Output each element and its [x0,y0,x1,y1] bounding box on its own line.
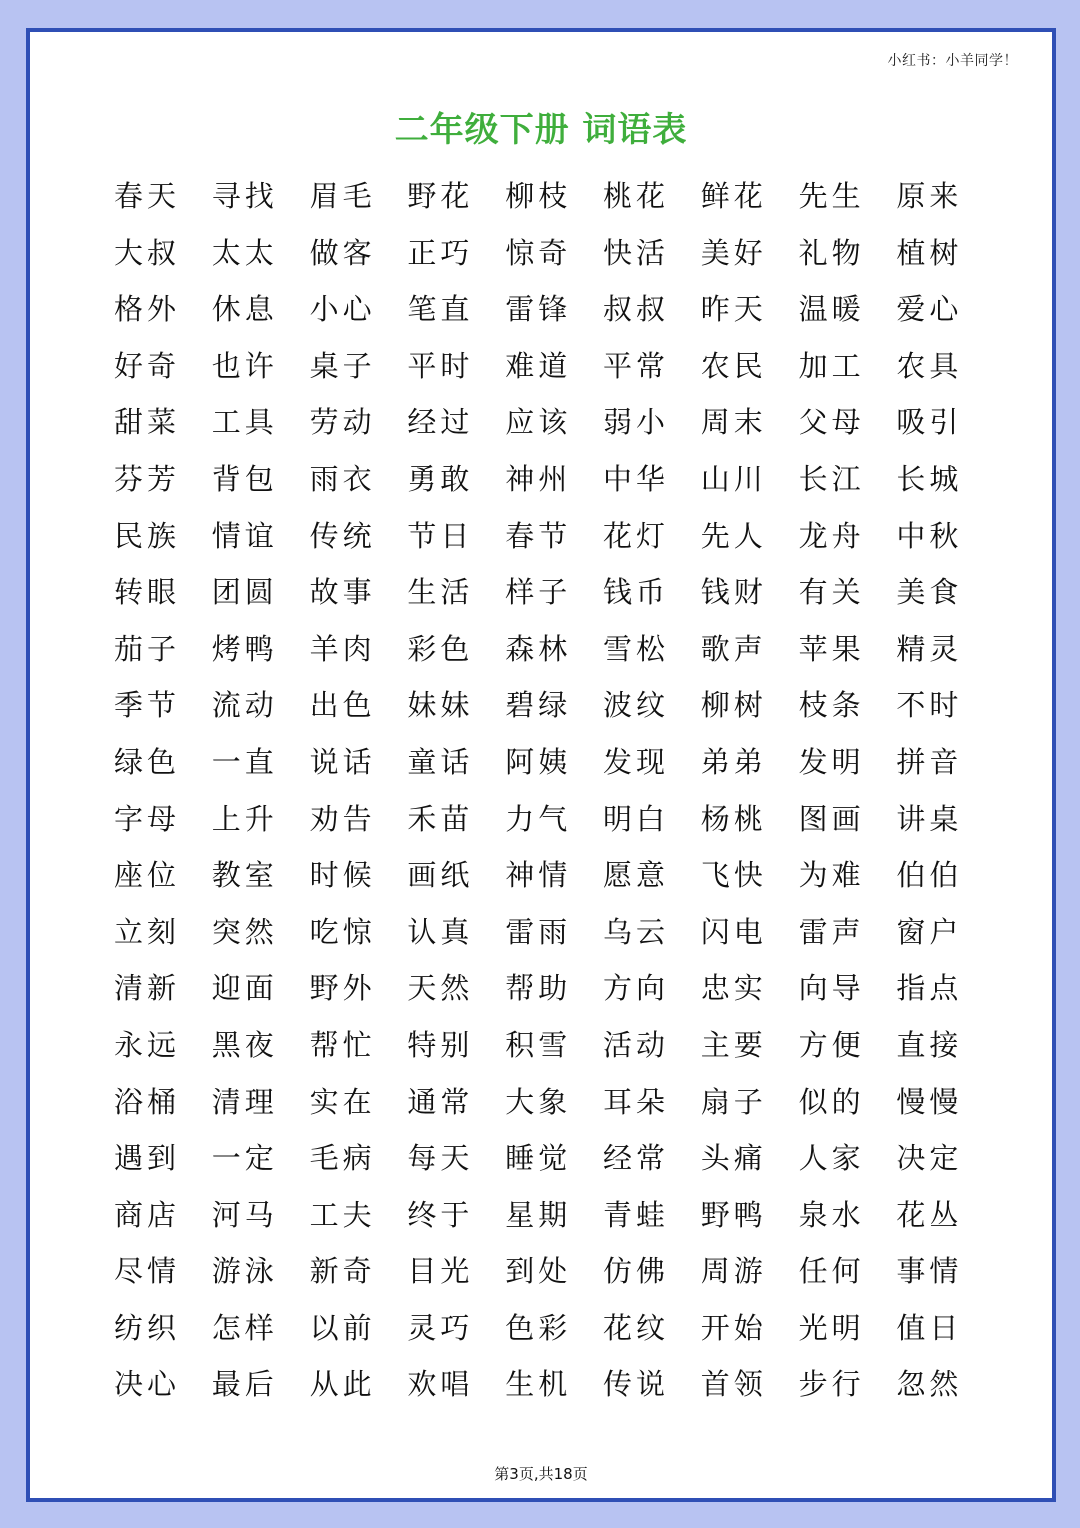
word-item: 直接 [896,1027,963,1062]
word-item: 色彩 [505,1310,572,1345]
word-item: 飞快 [700,858,767,893]
word-item: 勇敢 [407,461,474,496]
word-item: 妹妹 [407,688,474,723]
word-item: 画纸 [407,858,474,893]
word-item: 弱小 [602,405,669,440]
word-item: 步行 [798,1367,865,1402]
word-item: 遇到 [114,1141,181,1176]
word-item: 头痛 [700,1141,767,1176]
word-item: 波纹 [602,688,669,723]
word-item: 生活 [407,575,474,610]
word-item: 长城 [896,461,963,496]
word-item: 周游 [700,1254,767,1289]
word-item: 星期 [505,1197,572,1232]
word-item: 寻找 [211,179,278,213]
word-item: 做客 [309,235,376,270]
word-item: 发现 [602,744,669,779]
word-item: 活动 [602,1027,669,1062]
word-item: 一定 [211,1141,278,1176]
word-item: 忽然 [896,1367,963,1402]
page-number: 第3页,共18页 [494,1465,588,1483]
word-item: 原来 [896,179,963,213]
word-item: 温暖 [798,292,865,327]
word-item: 河马 [211,1197,278,1232]
word-item: 春节 [505,518,572,553]
word-item: 神情 [505,858,572,893]
word-item: 忠实 [700,971,767,1006]
word-item: 字母 [114,801,181,836]
word-item: 传统 [309,518,376,553]
word-item: 难道 [505,348,572,383]
word-item: 歌声 [700,631,767,666]
word-item: 先生 [798,179,865,213]
word-item: 睡觉 [505,1141,572,1176]
word-item: 最后 [211,1367,278,1402]
word-item: 鲜花 [700,179,767,213]
word-item: 明白 [602,801,669,836]
word-item: 春天 [114,179,181,213]
word-item: 周末 [700,405,767,440]
word-item: 先人 [700,518,767,553]
word-item: 大叔 [114,235,181,270]
word-item: 应该 [505,405,572,440]
word-item: 说话 [309,744,376,779]
word-item: 似的 [798,1084,865,1119]
word-item: 发明 [798,744,865,779]
word-item: 中华 [602,461,669,496]
word-item: 教室 [211,858,278,893]
word-item: 快活 [602,235,669,270]
word-item: 有关 [798,575,865,610]
word-item: 经过 [407,405,474,440]
word-item: 尽情 [114,1254,181,1289]
word-item: 背包 [211,461,278,496]
word-item: 昨天 [700,292,767,327]
word-item: 山川 [700,461,767,496]
word-item: 笔直 [407,292,474,327]
word-item: 从此 [309,1367,376,1402]
word-item: 眉毛 [309,179,376,213]
word-item: 工具 [211,405,278,440]
word-item: 绿色 [114,744,181,779]
word-item: 中秋 [896,518,963,553]
word-item: 平时 [407,348,474,383]
word-item: 雷声 [798,914,865,949]
word-item: 神州 [505,461,572,496]
word-item: 节日 [407,518,474,553]
word-item: 经常 [602,1141,669,1176]
word-item: 大象 [505,1084,572,1119]
word-item: 方便 [798,1027,865,1062]
word-item: 永远 [114,1027,181,1062]
word-item: 格外 [114,292,181,327]
word-item: 禾苗 [407,801,474,836]
word-item: 毛病 [309,1141,376,1176]
word-item: 好奇 [114,348,181,383]
word-item: 加工 [798,348,865,383]
word-item: 芬芳 [114,461,181,496]
word-item: 欢唱 [407,1367,474,1402]
word-item: 仿佛 [602,1254,669,1289]
word-item: 青蛙 [602,1197,669,1232]
word-item: 光明 [798,1310,865,1345]
word-item: 拼音 [896,744,963,779]
word-item: 以前 [309,1310,376,1345]
word-item: 美好 [700,235,767,270]
word-item: 苹果 [798,631,865,666]
word-item: 野鸭 [700,1197,767,1232]
word-item: 礼物 [798,235,865,270]
word-item: 乌云 [602,914,669,949]
word-item: 故事 [309,575,376,610]
word-item: 花丛 [896,1197,963,1232]
word-item: 主要 [700,1027,767,1062]
word-item: 雷雨 [505,914,572,949]
word-item: 突然 [211,914,278,949]
word-item: 劝告 [309,801,376,836]
word-item: 转眼 [114,575,181,610]
word-item: 杨桃 [700,801,767,836]
word-item: 流动 [211,688,278,723]
word-item: 农具 [896,348,963,383]
word-item: 阿姨 [505,744,572,779]
word-item: 样子 [505,575,572,610]
word-item: 雨衣 [309,461,376,496]
word-item: 太太 [211,235,278,270]
word-item: 开始 [700,1310,767,1345]
word-item: 天然 [407,971,474,1006]
word-item: 碧绿 [505,688,572,723]
word-item: 耳朵 [602,1084,669,1119]
word-item: 每天 [407,1141,474,1176]
word-item: 上升 [211,801,278,836]
word-item: 为难 [798,858,865,893]
word-item: 花纹 [602,1310,669,1345]
word-item: 民族 [114,518,181,553]
word-item: 认真 [407,914,474,949]
word-item: 正巧 [407,235,474,270]
word-item: 清理 [211,1084,278,1119]
word-item: 甜菜 [114,405,181,440]
word-item: 目光 [407,1254,474,1289]
word-item: 精灵 [896,631,963,666]
word-item: 怎样 [211,1310,278,1345]
word-item: 纺织 [114,1310,181,1345]
word-item: 泉水 [798,1197,865,1232]
word-item: 向导 [798,971,865,1006]
word-item: 桃花 [602,179,669,213]
word-item: 植树 [896,235,963,270]
word-item: 叔叔 [602,292,669,327]
word-item: 茄子 [114,631,181,666]
word-item: 慢慢 [896,1084,963,1119]
word-item: 清新 [114,971,181,1006]
word-item: 一直 [211,744,278,779]
word-item: 弟弟 [700,744,767,779]
word-item: 值日 [896,1310,963,1345]
word-item: 窗户 [896,914,963,949]
word-item: 事情 [896,1254,963,1289]
word-item: 传说 [602,1367,669,1402]
word-item: 森林 [505,631,572,666]
word-item: 游泳 [211,1254,278,1289]
word-item: 闪电 [700,914,767,949]
word-item: 彩色 [407,631,474,666]
word-item: 也许 [211,348,278,383]
word-item: 生机 [505,1367,572,1402]
word-item: 迎面 [211,971,278,1006]
word-item: 雷锋 [505,292,572,327]
word-item: 爱心 [896,292,963,327]
word-item: 黑夜 [211,1027,278,1062]
word-item: 图画 [798,801,865,836]
word-item: 终于 [407,1197,474,1232]
word-item: 龙舟 [798,518,865,553]
word-item: 决心 [114,1367,181,1402]
word-item: 不时 [896,688,963,723]
word-item: 实在 [309,1084,376,1119]
word-item: 决定 [896,1141,963,1176]
word-item: 特别 [407,1027,474,1062]
word-item: 立刻 [114,914,181,949]
word-item: 吸引 [896,405,963,440]
word-item: 钱币 [602,575,669,610]
word-item: 方向 [602,971,669,1006]
page-title: 二年级下册 词语表 [394,110,688,150]
word-item: 人家 [798,1141,865,1176]
word-item: 农民 [700,348,767,383]
word-item: 指点 [896,971,963,1006]
word-item: 花灯 [602,518,669,553]
word-item: 时候 [309,858,376,893]
word-item: 灵巧 [407,1310,474,1345]
word-item: 通常 [407,1084,474,1119]
word-item: 座位 [114,858,181,893]
word-item: 工夫 [309,1197,376,1232]
word-item: 钱财 [700,575,767,610]
document-page [26,28,1056,1502]
word-item: 吃惊 [309,914,376,949]
word-item: 枝条 [798,688,865,723]
word-item: 首领 [700,1367,767,1402]
word-item: 情谊 [211,518,278,553]
word-item: 帮忙 [309,1027,376,1062]
word-item: 烤鸭 [211,631,278,666]
word-item: 柳枝 [505,179,572,213]
word-item: 休息 [211,292,278,327]
word-item: 力气 [505,801,572,836]
word-item: 出色 [309,688,376,723]
word-item: 讲桌 [896,801,963,836]
word-item: 父母 [798,405,865,440]
word-item: 到处 [505,1254,572,1289]
word-item: 浴桶 [114,1084,181,1119]
word-item: 童话 [407,744,474,779]
word-item: 商店 [114,1197,181,1232]
word-item: 季节 [114,688,181,723]
word-item: 雪松 [602,631,669,666]
word-item: 野外 [309,971,376,1006]
word-item: 柳树 [700,688,767,723]
word-item: 团圆 [211,575,278,610]
word-item: 帮助 [505,971,572,1006]
word-item: 扇子 [700,1084,767,1119]
word-item: 任何 [798,1254,865,1289]
word-item: 羊肉 [309,631,376,666]
word-item: 伯伯 [896,858,963,893]
word-item: 平常 [602,348,669,383]
word-item: 新奇 [309,1254,376,1289]
word-item: 桌子 [309,348,376,383]
word-item: 愿意 [602,858,669,893]
word-item: 野花 [407,179,474,213]
word-item: 长江 [798,461,865,496]
word-item: 劳动 [309,405,376,440]
watermark-text: 小红书：小羊同学！ [887,53,1018,69]
word-table [114,168,1014,1413]
word-item: 美食 [896,575,963,610]
word-item: 惊奇 [505,235,572,270]
word-item: 小心 [309,292,376,327]
word-item: 积雪 [505,1027,572,1062]
